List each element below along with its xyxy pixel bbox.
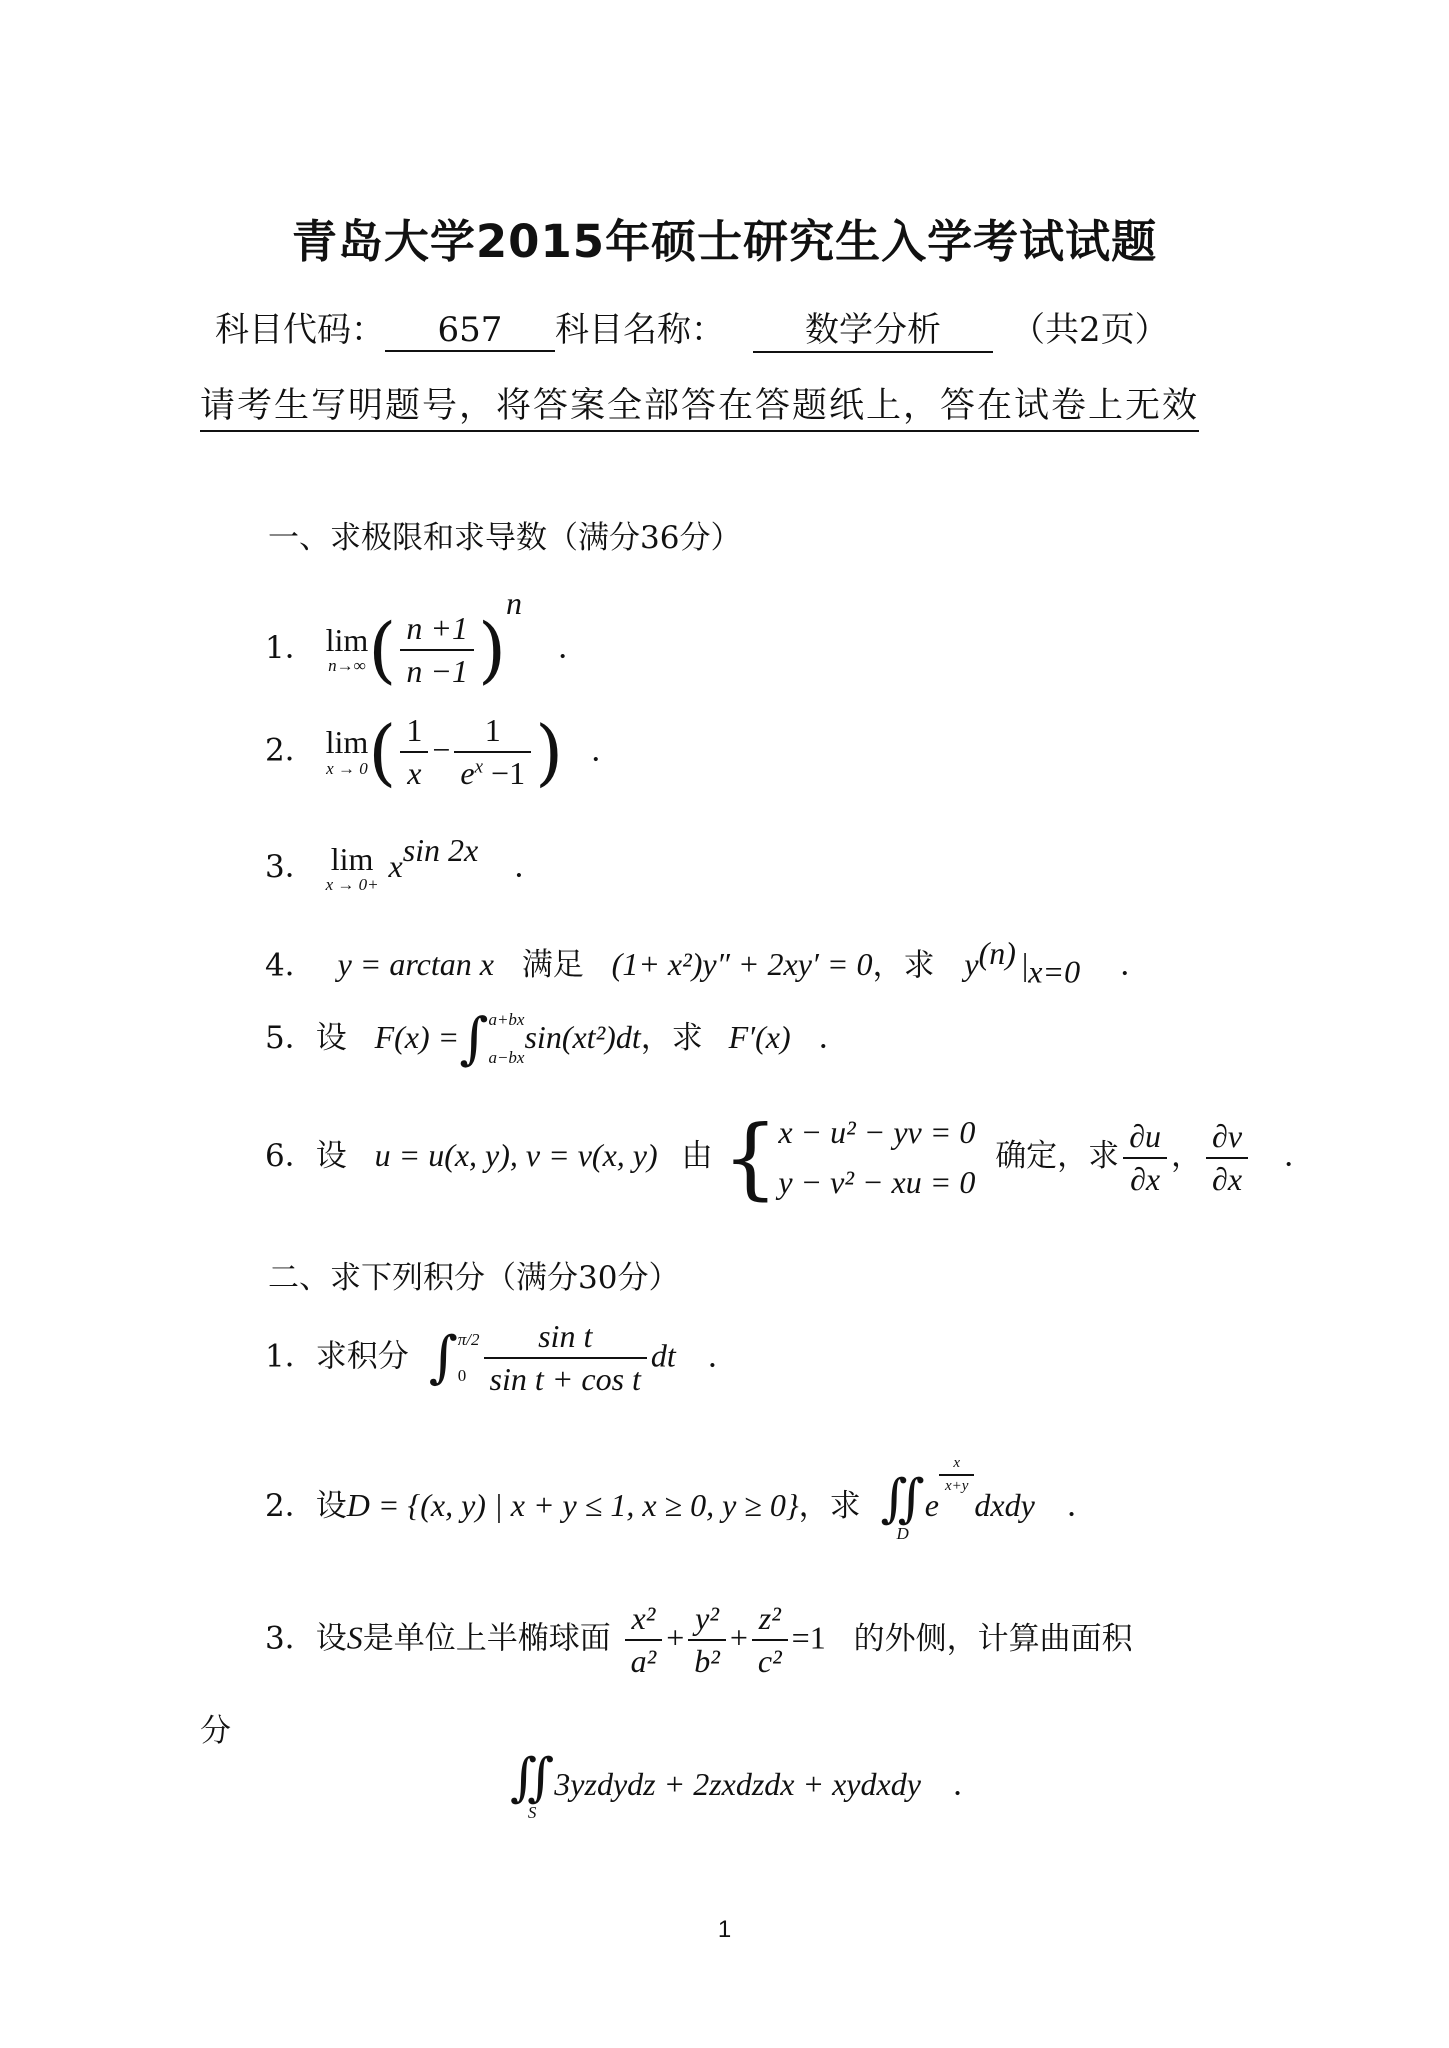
- question-1-2: 2． lim x → 0 ( $\frac{1}{x}$ − $\frac{1}{e^x -1}$ ) ．: [265, 710, 623, 794]
- question-number: 2．设: [265, 1488, 347, 1524]
- partial-derivative: $\frac{\partial u}{\partial x}$: [1123, 1118, 1167, 1198]
- question-1-6: 6．设 u = u(x, y), v = v(x, y) 由 { x − u² − yv = 0 y − v² − xu = 0 确定，求 $\frac{\partial u}{\partial x}$ ， $\frac{\partial v}{\partial x}$ ．: [265, 1105, 1315, 1209]
- subject-info: [215, 302, 1169, 353]
- question-number: 1．: [265, 630, 316, 666]
- question-2-2: 2．设D = {(x, y) | x + y ≤ 1, x ≥ 0, y ≥ 0}，求 ∬ D e $\frac{x}{x+y}$ dxdy ．: [265, 1455, 1098, 1543]
- fraction: $\frac{n +1}{n -1}$: [400, 610, 474, 690]
- question-1-5: 5．设 F(x) =∫ a+bx a−bx sin(xt²)dt，求 F′(x) ．: [265, 1006, 850, 1072]
- exam-notice: 请考生写明题号，将答案全部答在答题纸上，答在试卷上无效: [200, 378, 1199, 432]
- question-2-3: 3．设S是单位上半椭球面 $\frac{\text{x²}}{\text{a²}}$ + $\frac{\text{y²}}{\text{b²}}$ + $\frac{\text{z²}}{\text{c²}}$ =1 的外侧，计算曲面积: [265, 1600, 1133, 1679]
- question-number: 4．: [265, 947, 316, 984]
- subject-name-label: 科目名称：: [555, 310, 725, 350]
- fraction: $\frac{\text{x²}}{\text{a²}}$: [625, 1600, 663, 1680]
- fraction: $\frac{\text{y²}}{\text{b²}}$: [688, 1600, 726, 1680]
- limit: lim x → 0: [325, 724, 369, 778]
- question-number: 1．求积分: [265, 1338, 409, 1375]
- question-number: 6．设: [265, 1138, 347, 1175]
- fraction: $\frac{\text{sin t}}{\text{sin t + cos t}}$: [484, 1318, 647, 1398]
- fraction: $\frac{1}{e^x -1}$: [454, 712, 531, 792]
- limit: lim n→∞: [325, 621, 369, 676]
- question-number: 3．: [265, 849, 316, 885]
- equation-system: x − u² − yv = 0 y − v² − xu = 0: [778, 1114, 976, 1200]
- limit: lim x → 0+: [325, 840, 379, 895]
- question-1-1: 1． lim n→∞ ( $\frac{n +1}{n -1}$ )$^n$ ．: [265, 585, 589, 692]
- page-number: 1: [717, 1916, 732, 1943]
- subject-code-label: 科目代码：: [215, 310, 385, 350]
- page-title: 青岛大学2015年硕士研究生入学考试试题: [291, 215, 1158, 268]
- page-count: （共2页）: [1011, 310, 1169, 350]
- exponent-fraction: $\frac{x}{x+y}$: [939, 1455, 974, 1495]
- question-2-1: 1．求积分 ∫ π/2 0 $\frac{\text{sin t}}{\text{sin t + cos t}}$ dt ．: [265, 1318, 739, 1397]
- question-2-3-continuation: 分: [200, 1713, 231, 1749]
- question-number: 5．设: [265, 1019, 347, 1056]
- question-2-3-integral: ∬ S 3yzdydz + 2zxdzdx + xydxdy ．: [510, 1748, 984, 1822]
- subject-name: 数学分析: [753, 302, 993, 353]
- fraction: $\frac{1}{x}$: [400, 712, 428, 792]
- section-2-heading: 二、求下列积分（满分30分）: [268, 1260, 680, 1296]
- subject-code: 657: [385, 310, 555, 352]
- partial-derivative: $\frac{\partial v}{\partial x}$: [1206, 1118, 1248, 1198]
- question-number: 3．设: [265, 1620, 347, 1657]
- section-1-heading: 一、求极限和求导数（满分36分）: [268, 520, 742, 556]
- question-number: 2．: [265, 732, 316, 769]
- fraction: $\frac{\text{z²}}{\text{c²}}$: [752, 1600, 788, 1680]
- question-1-3: 3． lim x → 0+ $x^{sin 2x}$ ．: [265, 832, 546, 895]
- question-1-4: 4． y = arctan x 满足 (1+ x²)y″ + 2xy′ = 0，求 $y^{(n)}$ $|_{x=0}$ ．: [265, 935, 1151, 990]
